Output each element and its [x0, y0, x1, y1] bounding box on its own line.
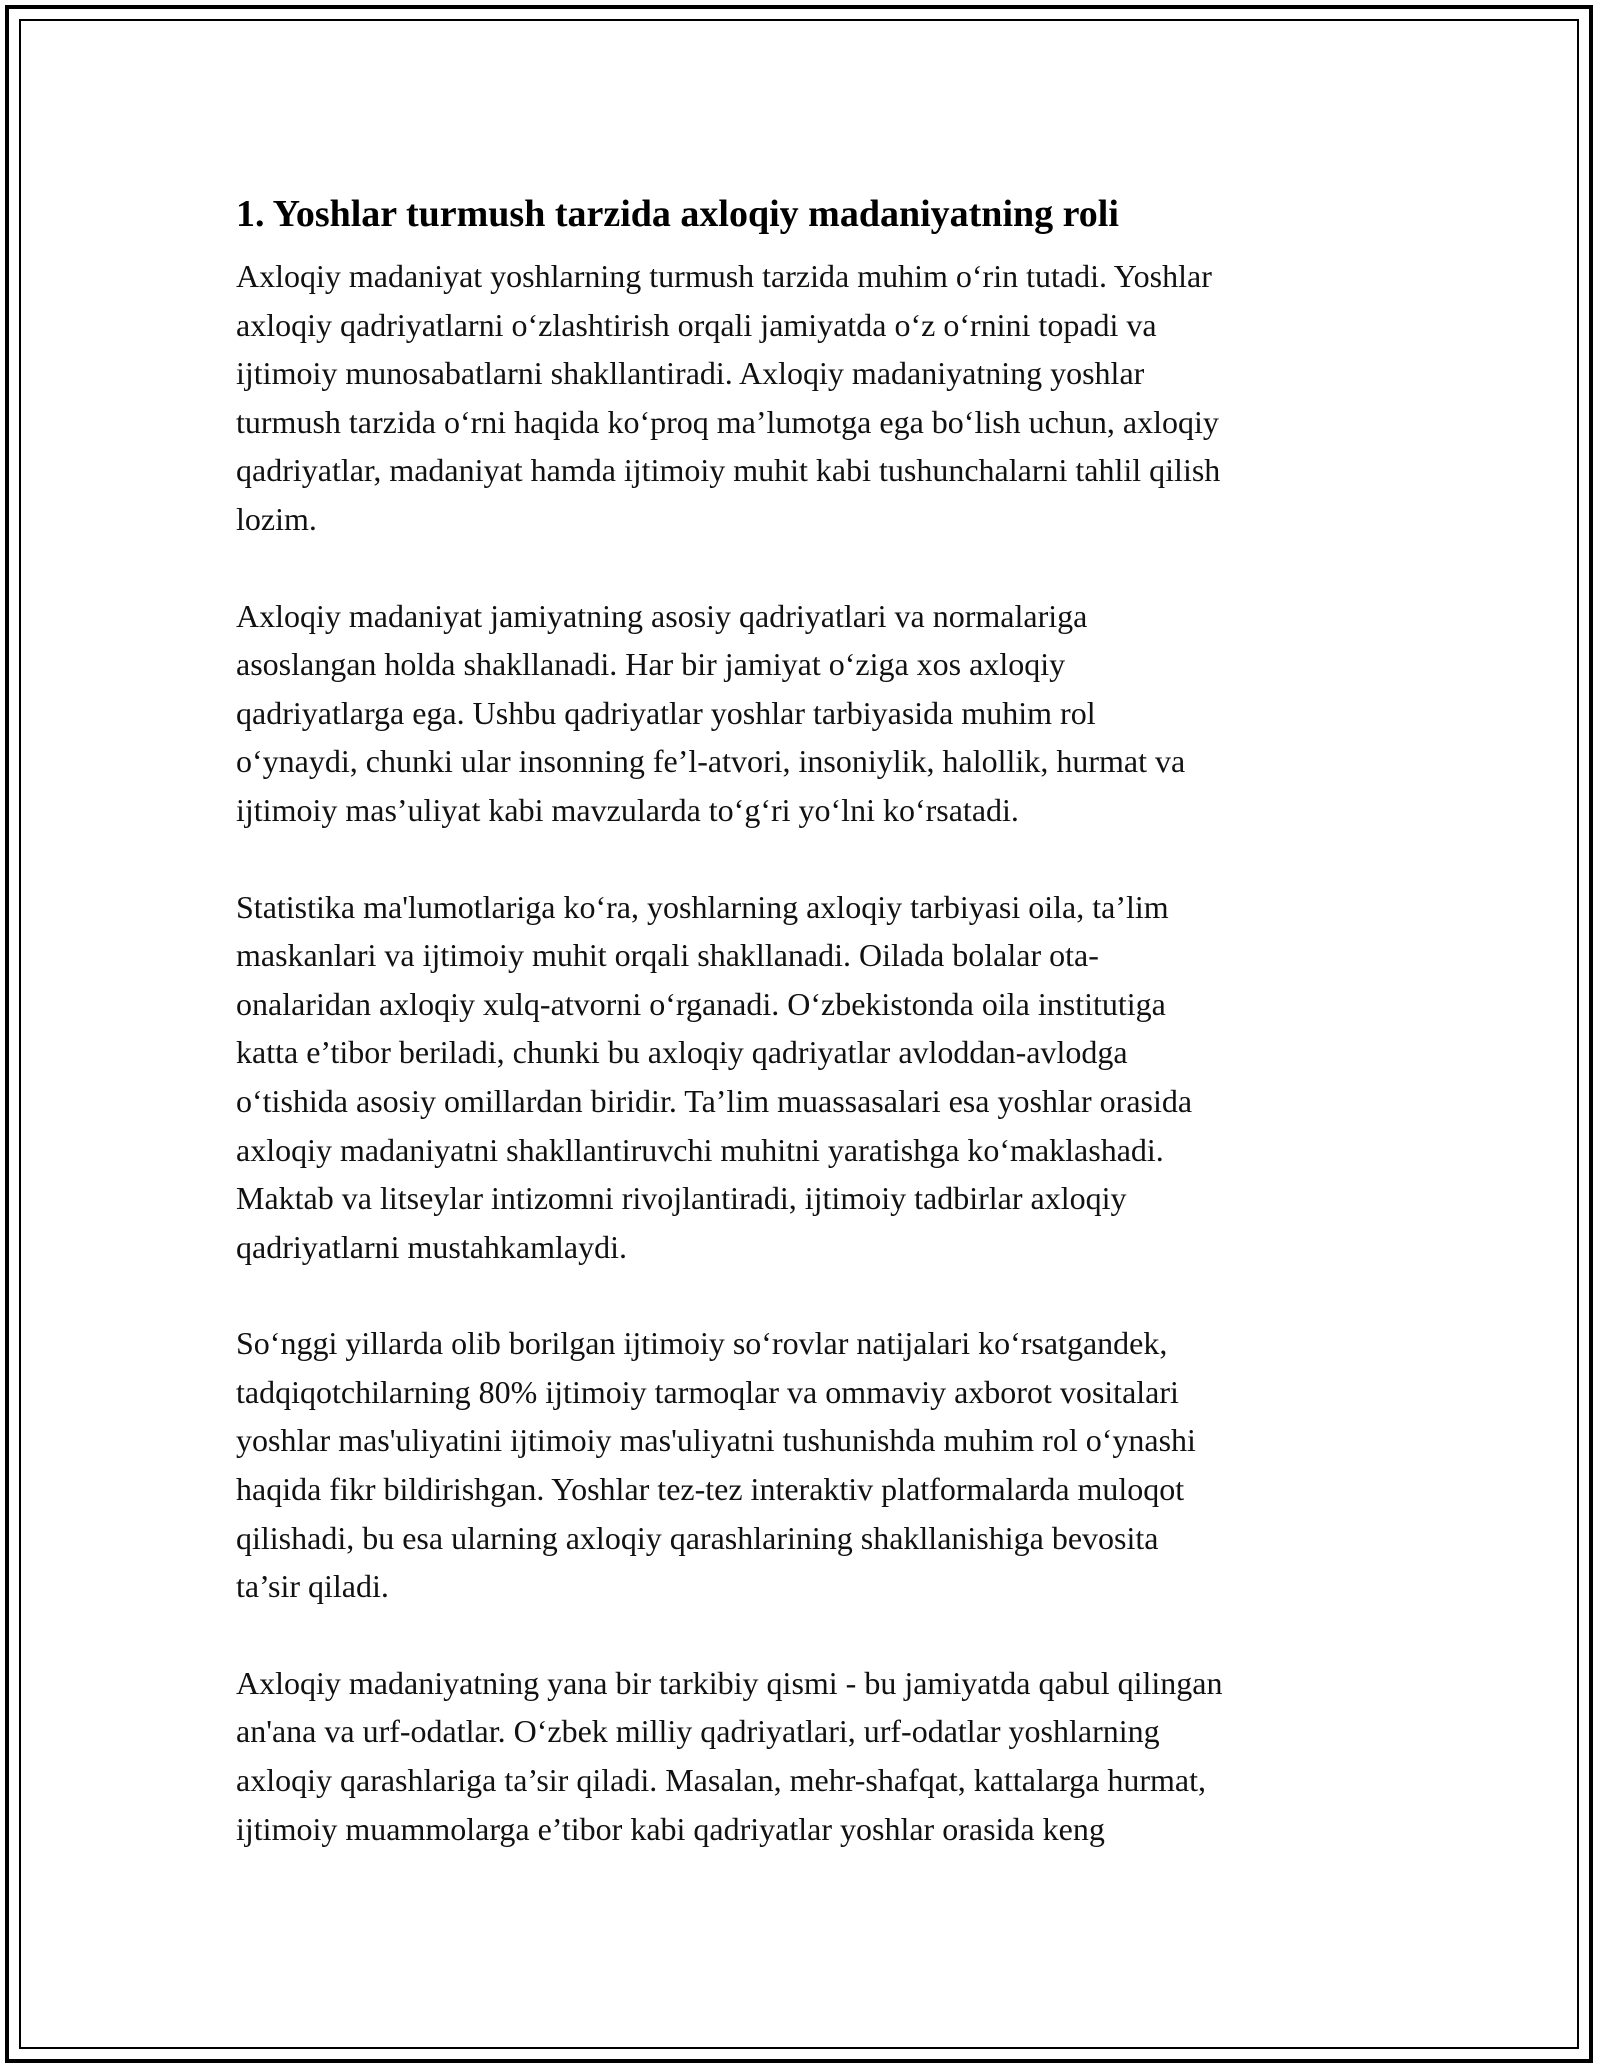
document-body [236, 186, 1386, 1853]
paragraph-4: So‘nggi yillarda olib borilgan ijtimoiy so‘rovlar natijalari ko‘rsatgandek, tadqiqotchilarning 80% ijtimoiy tarmoqlar va ommaviy axborot vositalari yoshlar mas'uliyatini ijtimoiy mas'uliyatni tushunishda muhim rol o‘ynashi haqida fikr bildirishgan. Yoshlar tez-tez interaktiv platformalarda muloqot qilishadi, bu esa ularning axloqiy qarashlarining shakllanishiga bevosita ta’sir qiladi. [236, 1325, 1196, 1605]
paragraph-1: Axloqiy madaniyat yoshlarning turmush tarzida muhim o‘rin tutadi. Yoshlar axloqiy qadriyatlarni o‘zlashtirish orqali jamiyatda o‘z o‘rnini topadi va ijtimoiy munosabatlarni shakllantiradi. Axloqiy madaniyatning yoshlar turmush tarzida o‘rni haqida ko‘proq ma’lumotga ega bo‘lish uchun, axloqiy qadriyatlar, madaniyat hamda ijtimoiy muhit kabi tushunchalarni tahlil qilish lozim. [236, 258, 1221, 537]
paragraph-5: Axloqiy madaniyatning yana bir tarkibiy qismi - bu jamiyatda qabul qilingan an'ana va urf-odatlar. O‘zbek milliy qadriyatlari, urf-odatlar yoshlarning axloqiy qarashlariga ta’sir qiladi. Masalan, mehr-shafqat, kattalarga hurmat, ijtimoiy muammolarga e’tibor kabi qadriyatlar yoshlar orasida keng [236, 1664, 1223, 1847]
paragraph-2: Axloqiy madaniyat jamiyatning asosiy qadriyatlari va normalariga asoslangan holda shakllanadi. Har bir jamiyat o‘ziga xos axloqiy qadriyatlarga ega. Ushbu qadriyatlar yoshlar tarbiyasida muhim rol o‘ynaydi, chunki ular insonning fe’l-atvori, insoniylik, halollik, hurmat va ijtimoiy mas’uliyat kabi mavzularda to‘g‘ri yo‘lni ko‘rsatadi. [236, 597, 1186, 828]
paragraph-3: Statistika ma'lumotlariga ko‘ra, yoshlarning axloqiy tarbiyasi oila, ta’lim maskanlari va ijtimoiy muhit orqali shakllanadi. Oilada bolalar ota- onalaridan axloqiy xulq-atvorni o‘rganadi. O‘zbekistonda oila institutiga katta e’tibor beriladi, chunki bu axloqiy qadriyatlar avloddan-avlodga o‘tishida asosiy omillardan biridir. Ta’lim muassasalari esa yoshlar orasida axloqiy madaniyatni shakllantiruvchi muhitni yaratishga ko‘maklashadi. Maktab va litseylar intizomni rivojlantiradi, ijtimoiy tadbirlar axloqiy qadriyatlarni mustahkamlaydi. [236, 888, 1193, 1265]
section-heading: 1. Yoshlar turmush tarzida axloqiy madaniyatning roli [236, 193, 1119, 235]
